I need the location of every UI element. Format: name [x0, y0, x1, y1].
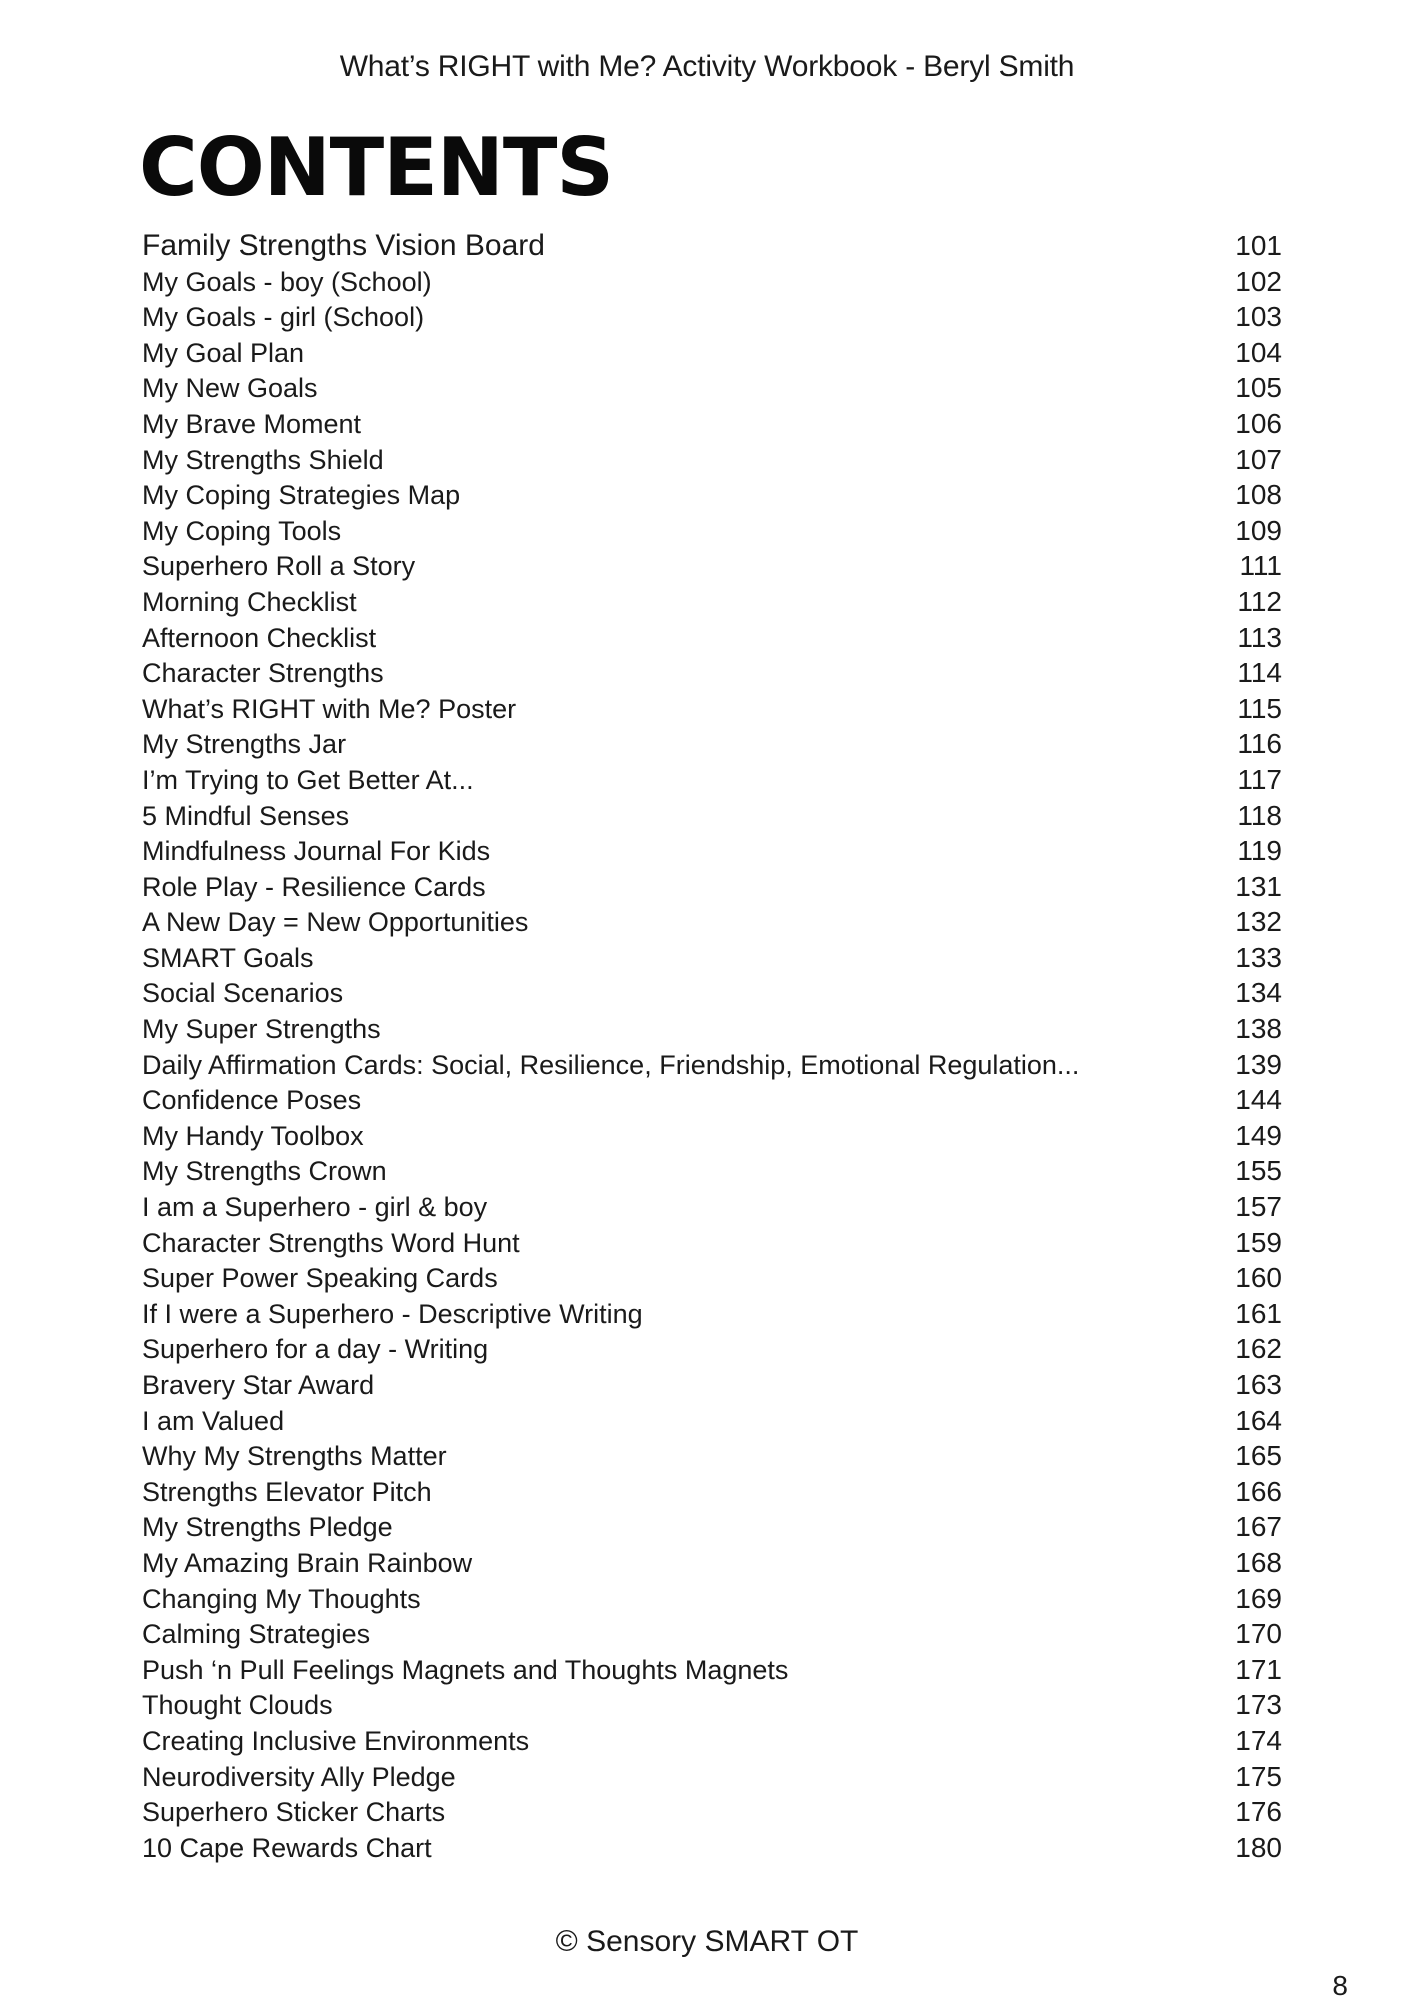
toc-entry-page: 113	[1237, 621, 1282, 653]
toc-entry-title: Why My Strengths Matter	[142, 1441, 447, 1472]
toc-entry-page: 112	[1237, 585, 1282, 617]
toc-entry-page: 161	[1235, 1297, 1282, 1329]
toc-entry	[142, 1047, 1282, 1083]
toc-entry	[142, 1403, 1282, 1439]
toc-entry-page: 149	[1235, 1119, 1282, 1151]
toc-entry	[142, 1652, 1282, 1688]
running-header: What’s RIGHT with Me? Activity Workbook - Beryl Smith	[339, 50, 1075, 83]
toc-entry	[142, 1509, 1282, 1545]
toc-entry-page: 168	[1235, 1546, 1282, 1578]
toc-entry-title: My Amazing Brain Rainbow	[142, 1547, 473, 1578]
toc-entry-title: Super Power Speaking Cards	[142, 1263, 498, 1294]
toc-entry	[142, 940, 1282, 976]
page-number: 8	[1332, 1970, 1348, 2001]
toc-entry	[142, 264, 1282, 300]
toc-entry-title: Daily Affirmation Cards: Social, Resilience, Friendship, Emotional Regulation...	[142, 1049, 1080, 1080]
toc-entry	[142, 655, 1282, 691]
toc-entry-title: Thought Clouds	[142, 1690, 333, 1721]
toc-entry-page: 114	[1237, 657, 1282, 689]
toc-entry	[142, 299, 1282, 335]
toc-entry	[142, 904, 1282, 940]
toc-entry	[142, 1545, 1282, 1581]
toc-entry	[142, 548, 1282, 584]
toc-entry-title: Confidence Poses	[142, 1085, 362, 1116]
toc-entry	[142, 584, 1282, 620]
toc-entry-title: Character Strengths Word Hunt	[142, 1227, 520, 1258]
toc-entry-page: 157	[1235, 1191, 1282, 1223]
toc-entry	[142, 1296, 1282, 1332]
toc-entry	[142, 1118, 1282, 1154]
toc-entry-page: 175	[1235, 1760, 1282, 1792]
toc-entry-title: My Coping Strategies Map	[142, 480, 461, 511]
toc-entry-title: Role Play - Resilience Cards	[142, 871, 486, 902]
toc-entry-title: Social Scenarios	[142, 978, 344, 1009]
toc-entry-page: 118	[1237, 799, 1282, 831]
toc-entry-title: If I were a Superhero - Descriptive Writing	[142, 1298, 643, 1329]
toc-entry-title: My Strengths Crown	[142, 1156, 387, 1187]
toc-entry-page: 174	[1235, 1724, 1282, 1756]
toc-entry-title: I am Valued	[142, 1405, 285, 1436]
toc-entry	[142, 691, 1282, 727]
toc-entry	[142, 620, 1282, 656]
toc-entry-title: Push ‘n Pull Feelings Magnets and Thoughts Magnets	[142, 1654, 789, 1685]
toc-entry	[142, 370, 1282, 406]
toc-entry	[142, 1189, 1282, 1225]
toc-entry	[142, 1794, 1282, 1830]
toc-entry	[142, 477, 1282, 513]
toc-entry	[142, 869, 1282, 905]
toc-entry-title: My Coping Tools	[142, 515, 342, 546]
toc-entry-page: 109	[1235, 514, 1282, 546]
toc-entry	[142, 442, 1282, 478]
toc-entry-page: 103	[1235, 301, 1282, 333]
toc-entry	[142, 1759, 1282, 1795]
toc-entry-title: Superhero Sticker Charts	[142, 1797, 446, 1828]
toc-entry-page: 159	[1235, 1226, 1282, 1258]
toc-entry-page: 104	[1235, 336, 1282, 368]
toc-entry	[142, 1830, 1282, 1866]
toc-entry-page: 162	[1235, 1333, 1282, 1365]
toc-entry-title: Mindfulness Journal For Kids	[142, 836, 491, 867]
toc-entry-title: My New Goals	[142, 373, 318, 404]
toc-entry-title: Superhero Roll a Story	[142, 551, 416, 582]
toc-entry-title: Calming Strategies	[142, 1619, 371, 1650]
toc-entry-page: 132	[1235, 906, 1282, 938]
toc-entry-title: Neurodiversity Ally Pledge	[142, 1761, 456, 1792]
toc-entry-page: 163	[1235, 1369, 1282, 1400]
toc-entry	[142, 513, 1282, 549]
toc-entry-title: Creating Inclusive Environments	[142, 1725, 530, 1756]
toc-entry-page: 170	[1235, 1618, 1282, 1650]
toc-entry-page: 155	[1235, 1155, 1282, 1187]
toc-entry-page: 180	[1235, 1831, 1282, 1863]
toc-entry-page: 160	[1235, 1262, 1282, 1294]
toc-entry-page: 117	[1237, 763, 1282, 795]
toc-entry-title: Bravery Star Award	[142, 1370, 375, 1400]
toc-entry-title: My Goals - boy (School)	[142, 266, 432, 297]
toc-entry	[142, 1331, 1282, 1367]
toc-entry-title: My Super Strengths	[142, 1014, 381, 1045]
toc-entry-page: 105	[1235, 372, 1282, 404]
toc-entry	[142, 1011, 1282, 1047]
toc-entry	[142, 1474, 1282, 1510]
toc-entry-title: Changing My Thoughts	[142, 1583, 421, 1614]
toc-entry-page: 166	[1235, 1475, 1282, 1507]
toc-entry	[142, 335, 1282, 371]
toc-entry	[142, 1616, 1282, 1652]
toc-entry-title: 10 Cape Rewards Chart	[142, 1832, 432, 1863]
toc-entry	[142, 1225, 1282, 1261]
toc-entry-page: 173	[1235, 1689, 1282, 1721]
toc-entry-page: 111	[1239, 550, 1282, 582]
toc-entry-title: Character Strengths	[142, 658, 384, 689]
toc-entry-title: Strengths Elevator Pitch	[142, 1476, 432, 1507]
toc-entry	[142, 798, 1282, 834]
toc-entry-title: My Handy Toolbox	[142, 1120, 364, 1151]
toc-entry-page: 106	[1235, 407, 1282, 439]
toc-entry-title: I’m Trying to Get Better At...	[142, 764, 474, 795]
toc-entry-page: 144	[1235, 1084, 1282, 1116]
toc-entry-page: 167	[1235, 1511, 1282, 1543]
toc-entry-page: 134	[1235, 977, 1282, 1009]
toc-entry-page: 107	[1235, 443, 1282, 475]
toc-entry	[142, 726, 1282, 762]
toc-entry-page: 102	[1235, 265, 1282, 297]
toc-entry-title: SMART Goals	[142, 942, 314, 973]
toc-entry-page: 101	[1235, 230, 1282, 261]
table-of-contents	[142, 228, 1282, 1865]
toc-entry	[142, 1581, 1282, 1617]
toc-entry-title: I am a Superhero - girl & boy	[142, 1192, 488, 1223]
toc-entry-page: 133	[1235, 941, 1282, 973]
toc-entry	[142, 833, 1282, 869]
toc-entry-page: 176	[1235, 1796, 1282, 1828]
toc-entry-title: My Strengths Jar	[142, 729, 347, 760]
toc-entry-page: 119	[1237, 835, 1282, 867]
toc-entry-title: Morning Checklist	[142, 586, 357, 617]
toc-entry-page: 165	[1235, 1440, 1282, 1472]
toc-entry	[142, 406, 1282, 442]
toc-entry	[142, 1367, 1282, 1403]
toc-entry-title: My Goals - girl (School)	[142, 302, 425, 333]
contents-title: CONTENTS	[139, 121, 614, 214]
toc-entry	[142, 762, 1282, 798]
toc-entry	[142, 1260, 1282, 1296]
toc-entry-title: Superhero for a day - Writing	[142, 1334, 489, 1365]
toc-entry-title: Afternoon Checklist	[142, 622, 377, 653]
toc-entry-title: 5 Mindful Senses	[142, 800, 350, 831]
toc-entry-title: My Strengths Pledge	[142, 1512, 393, 1543]
toc-entry	[142, 1153, 1282, 1189]
toc-entry-page: 169	[1235, 1582, 1282, 1614]
toc-entry-page: 108	[1235, 479, 1282, 511]
toc-entry-page: 139	[1235, 1048, 1282, 1080]
toc-entry-title: A New Day = New Opportunities	[142, 907, 529, 938]
toc-entry-title: What’s RIGHT with Me? Poster	[142, 693, 517, 724]
toc-entry-page: 171	[1235, 1653, 1282, 1685]
toc-entry	[142, 1438, 1282, 1474]
toc-entry-page: 131	[1235, 870, 1282, 902]
copyright-footer: © Sensory SMART OT	[555, 1925, 859, 1958]
toc-entry-title: My Goal Plan	[142, 337, 305, 368]
toc-entry	[142, 1687, 1282, 1723]
toc-entry-title: My Strengths Shield	[142, 444, 384, 475]
toc-entry-title: Family Strengths Vision Board	[142, 229, 545, 262]
toc-entry-title: My Brave Moment	[142, 408, 362, 439]
toc-entry	[142, 1723, 1282, 1759]
toc-entry	[142, 1082, 1282, 1118]
toc-entry-page: 138	[1235, 1013, 1282, 1045]
toc-entry-page: 116	[1237, 728, 1282, 760]
toc-entry	[142, 975, 1282, 1011]
toc-entry	[142, 228, 1282, 264]
toc-entry-page: 115	[1237, 692, 1282, 724]
toc-entry-page: 164	[1235, 1404, 1282, 1436]
